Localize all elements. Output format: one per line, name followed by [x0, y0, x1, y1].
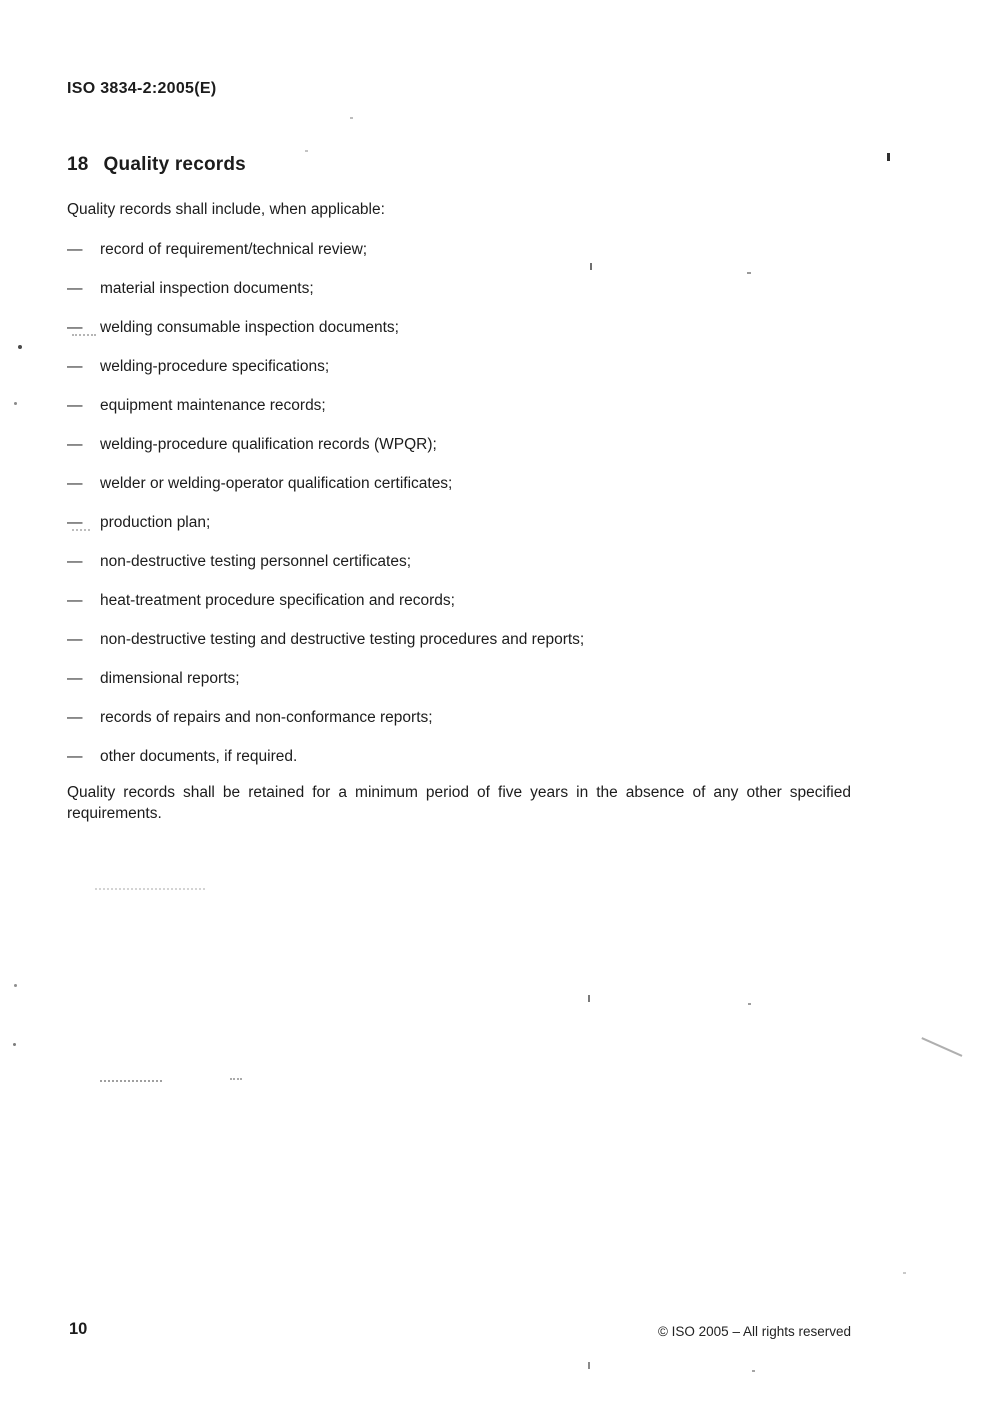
dash-bullet: —	[67, 358, 82, 375]
scan-artifact	[350, 117, 353, 119]
list-item	[67, 669, 867, 689]
list-item	[67, 240, 867, 260]
list-item	[67, 552, 867, 572]
dash-bullet: —	[67, 319, 82, 336]
list-item	[67, 474, 867, 494]
list-item-text: non-destructive testing personnel certificates;	[100, 553, 412, 570]
dash-bullet: —	[67, 397, 82, 414]
list-item	[67, 318, 867, 338]
scan-artifact	[230, 1078, 242, 1080]
scan-artifact	[13, 1043, 16, 1046]
list-item	[67, 357, 867, 377]
list-item-text: welding-procedure specifications;	[100, 358, 330, 375]
dash-bullet: —	[67, 748, 82, 765]
dash-bullet: —	[67, 631, 82, 648]
section-number: 18	[67, 154, 89, 175]
dash-bullet: —	[67, 475, 82, 492]
list-item-text: equipment maintenance records;	[100, 397, 326, 414]
document-reference-header: ISO 3834-2:2005(E)	[67, 80, 217, 97]
list-item-text: heat-treatment procedure specification and records;	[100, 592, 455, 609]
dash-bullet: —	[67, 436, 82, 453]
list-item-text: welding-procedure qualification records (WPQR);	[100, 436, 437, 453]
scan-artifact	[903, 1272, 906, 1274]
list-item-text: dimensional reports;	[100, 670, 240, 687]
list-item	[67, 396, 867, 416]
list-item	[67, 630, 867, 650]
closing-paragraph: Quality records shall be retained for a minimum period of five years in the absence of any other specified requirements.	[67, 784, 851, 822]
scan-artifact	[588, 1362, 590, 1369]
list-item-text: record of requirement/technical review;	[100, 241, 368, 258]
dash-bullet: —	[67, 514, 82, 531]
quality-records-list	[67, 240, 867, 786]
scan-artifact	[18, 345, 22, 349]
scan-artifact	[14, 402, 17, 405]
intro-paragraph: Quality records shall include, when applicable:	[67, 201, 385, 218]
scan-artifact	[922, 1037, 963, 1056]
dash-bullet: —	[67, 553, 82, 570]
scan-artifact	[887, 153, 890, 161]
dash-bullet: —	[67, 280, 82, 297]
list-item	[67, 747, 867, 767]
page-number: 10	[69, 1320, 88, 1338]
list-item-text: welder or welding-operator qualification certificates;	[100, 475, 453, 492]
scan-artifact	[95, 888, 205, 890]
dash-bullet: —	[67, 670, 82, 687]
list-item-text: material inspection documents;	[100, 280, 314, 297]
list-item-text: welding consumable inspection documents;	[100, 319, 399, 336]
scan-artifact	[305, 150, 308, 152]
list-item-text: production plan;	[100, 514, 211, 531]
section-title: Quality records	[103, 154, 246, 175]
scan-artifact	[14, 984, 17, 987]
list-item	[67, 708, 867, 728]
copyright-notice: © ISO 2005 – All rights reserved	[657, 1324, 851, 1339]
list-item-text: non-destructive testing and destructive testing procedures and reports;	[100, 631, 585, 648]
section-heading	[67, 154, 246, 176]
list-item	[67, 279, 867, 299]
scan-artifact	[588, 995, 590, 1002]
list-item	[67, 513, 867, 533]
list-item-text: records of repairs and non-conformance reports;	[100, 709, 433, 726]
scan-artifact	[100, 1080, 162, 1082]
dash-bullet: —	[67, 709, 82, 726]
list-item-text: other documents, if required.	[100, 748, 298, 765]
scan-artifact	[748, 1003, 751, 1005]
scan-artifact	[752, 1370, 755, 1372]
dash-bullet: —	[67, 241, 82, 258]
list-item	[67, 591, 867, 611]
list-item	[67, 435, 867, 455]
dash-bullet: —	[67, 592, 82, 609]
